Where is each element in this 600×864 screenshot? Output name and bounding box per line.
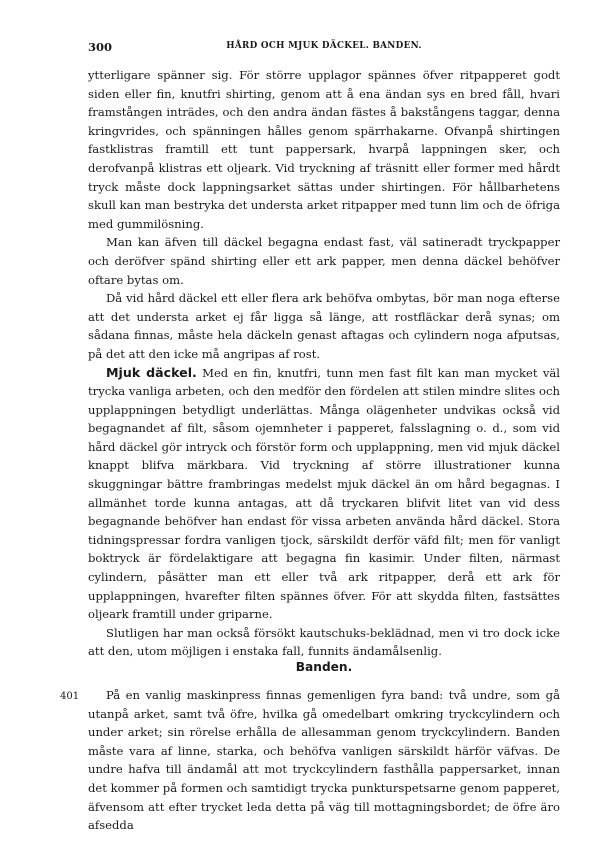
paragraph-continuation: ytterligare spänner sig. För större upplagor spännes öfver ritpapperet godt siden eller fin, knutfri shirting, genom att å ena ändan sys en bred fåll, hvari framstången inträdes, och den andra ändan fästes å bakstångens taggar, denna kringvrides, och spänningen hålles genom spärrhakarne. Ofvanpå shirtingen fastklistras framtill ett tunt pappersark, hvarpå lappningen sker, och derofvanpå klistras ett oljeark. Vid tryckning af träsnitt eller former med hårdt tryck måste dock lappningsarket sättas under shirtingen. För hållbarhetens skull kan man bestryka det understa arket ritpapper med tunn lim och de öfriga med gummilösning. bbox=[88, 68, 560, 231]
running-head: HÅRD OCH MJUK DÄCKEL. BANDEN. bbox=[226, 41, 422, 51]
section-heading-banden: Banden. bbox=[295, 660, 353, 674]
page-number: 300 bbox=[88, 40, 113, 54]
paragraph-banden: På en vanlig maskinpress finnas gemenligen fyra band: två undre, som gå utanpå arket, samt två öfre, hvilka gå omedelbart omkring tryckcylindern och under arket; sin rörelse erhålla de allesamman genom tryckcylindern. Banden måste vara af linne, starka, och behöfva vanligen särskildt härför väfvas. De undre hafva till ändamål att mot tryckcylindern fasthålla pappersarket, innan det kommer på formen och samtidigt trycka punkturspetsarne genom papperet, äfvensom att efter trycket leda detta på väg till mottagningsbordet; de öfre äro afsedda bbox=[88, 688, 560, 833]
main-text bbox=[88, 66, 560, 661]
margin-number: 401 bbox=[60, 691, 80, 702]
mjuk-deckel-text: Med en fin, knutfri, tunn men fast filt kan man mycket väl trycka vanliga arbeten, och den medför den fördelen att stilen mindre slites och upplappningen betydligt underlättas. Många olägenheter undvikas också vid begagnandet af filt, såsom ojemnheter i papperet, falsslagning o. d., som vid hård däckel gör intryck och förstör form och upplappning, men vid mjuk däckel knappt blifva märkbara. Vid tryckning af större illustrationer kunna skuggningar bättre frambringas medelst mjuk däckel än om hård begagnas. I allmänhet torde kunna antagas, att då tryckaren blifvit litet van vid dess begagnande behöfver han endast för vissa arbeten använda hård däckel. Stora tidningspressar fordra vanligen tjock, särskildt derför väfd filt; men för vanligt boktryck är fördelaktigare att begagna fin kasimir. Under filten, närmast cylindern, påsätter man ett eller två ark ritpapper, derå ett ark för upplappningen, hvarefter filten spännes öfver. För att skydda filten, fastsättes oljeark framtill under griparne. bbox=[88, 365, 560, 622]
term-mjuk-deckel: Mjuk däckel. bbox=[106, 364, 197, 380]
paragraph-satinerad: Man kan äfven till däckel begagna endast fast, väl satineradt tryckpapper och deröfver spänd shirting eller ett ark papper, men denna däckel behöfver oftare bytas om. bbox=[88, 235, 560, 287]
paragraph-ombyte: Då vid hård däckel ett eller flera ark behöfva ombytas, bör man noga efterse att det understa arket ej får ligga så länge, att rostfläckar derå synas; om sådana finnas, måste hela däckeln genast aftagas och cylindern noga afputsas, på det att den icke må angripas af rost. bbox=[88, 291, 560, 361]
page-header bbox=[88, 40, 560, 56]
section-text bbox=[88, 686, 560, 835]
paragraph-kautschuk: Slutligen har man också försökt kautschuks-beklädnad, men vi tro dock icke att den, utom möjligen i enstaka fall, funnits ändamålsenlig. bbox=[88, 625, 560, 659]
paragraph-mjuk-deckel bbox=[88, 364, 560, 624]
